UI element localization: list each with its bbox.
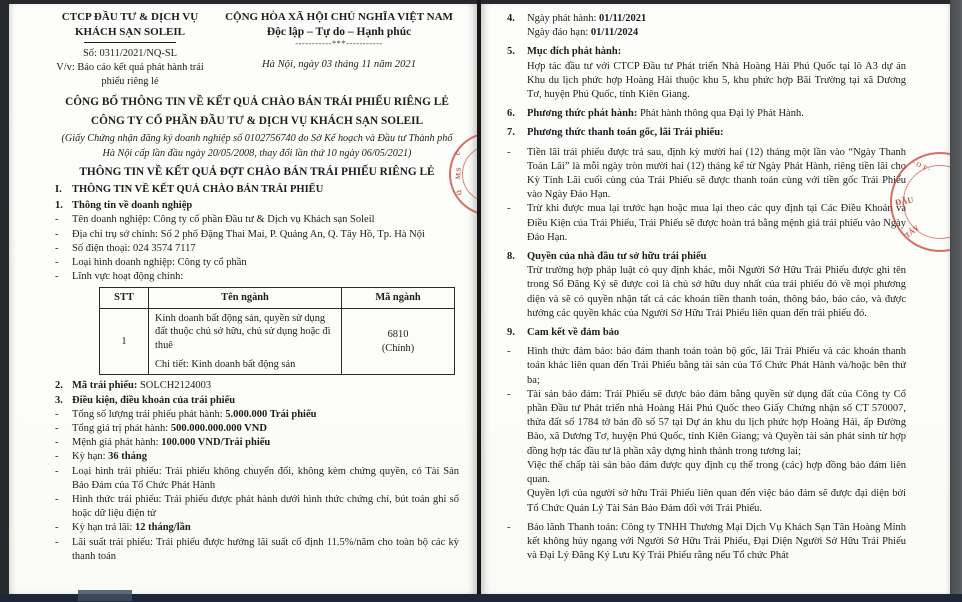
doc-line: [55, 422, 459, 436]
text-segment: Địa chỉ trụ sở chính: Số 2 phố Đặng Thai Mai, P. Quảng An, Q. Tây Hồ, Tp. Hà Nội: [72, 228, 425, 240]
doc-line: [55, 521, 459, 535]
text-segment: Kỳ hạn trả lãi:: [72, 522, 135, 534]
text-segment: Quyền của nhà đầu tư sở hữu trái phiếu: [527, 251, 707, 263]
line-text: [72, 394, 459, 408]
line-text: [527, 250, 906, 264]
seal-text-fragment: M.S: [455, 167, 463, 180]
industry-detail-text: Chi tiết: Kinh doanh bất động sản: [155, 359, 296, 371]
doc-line: [55, 228, 459, 242]
industry-code: 6810: [387, 329, 409, 341]
list-marker: -: [55, 437, 59, 449]
table-header-cell: STT: [100, 288, 149, 308]
list-marker: 9.: [507, 327, 515, 339]
line-text: [72, 183, 459, 197]
line-text: [527, 12, 906, 26]
text-segment: Hợp tác đầu tư với CTCP Đầu tư Phát triển Nhà Hoàng Hải Phú Quốc tại lô A3 dự án Khu du lịch phức hợp Hoàng Hải thuộc khu 5, khu phức hợp Bãi Trường tại xã Dương Tơ, huyện Phú Quốc, tỉnh Kiên Giang.: [527, 60, 906, 101]
line-text: [72, 408, 459, 422]
text-segment: Quyền lợi của người sở hữu Trái Phiếu liên quan đến việc bảo đảm sẽ được đại diện bởi Tổ Chức Quản Lý Tài Sản Bảo Đảm đối với Trái Phiếu.: [527, 488, 906, 514]
doc-line: [55, 183, 459, 197]
text-segment: 12 tháng/lần: [134, 522, 191, 534]
text-segment: Tài sản bảo đảm: Trái Phiếu sẽ được bảo đảm bằng quyền sử dụng đất của Công ty Cổ phần Đầu tư Phát triển nhà Hoàng Hải Phú Quốc theo Giấy Chứng nhận số CT 570007, thửa đất số 1784 tờ bản đồ số 57 tại Dự án khu du lịch phức hợp Hoàng Hải, ấp Đường Bào, xã Dương Tơ, huyện Phú Quốc, tỉnh Kiên Giang; và Quyền tài sản phát sinh từ hợp đồng hợp tác đầu tư là phần xây dựng hình thành trong tương lai;: [527, 388, 906, 457]
list-marker: 8.: [507, 251, 515, 263]
doc-line: [55, 394, 459, 408]
divider-rule: [84, 42, 176, 43]
doc-line: [507, 487, 906, 515]
list-marker: 3.: [55, 394, 63, 406]
text-segment: Điều kiện, điều khoản của trái phiếu: [72, 394, 236, 406]
seal-text-fragment: · O T ·: [911, 159, 931, 174]
doc-line: [55, 436, 459, 450]
text-segment: Cam kết về đảm bảo: [527, 327, 620, 339]
page-right-body: [507, 12, 906, 563]
document-number: Số: 0311/2021/NQ-SL: [82, 48, 177, 59]
text-segment: Mã trái phiếu:: [72, 380, 138, 392]
line-text: [72, 270, 459, 284]
doc-line: [55, 256, 459, 270]
doc-line: [507, 107, 906, 121]
doc-line: [507, 45, 906, 59]
document-subject: V/v: Báo cáo kết quả phát hành trái phiếu riêng lẻ: [56, 62, 204, 87]
line-text: [527, 326, 906, 340]
text-segment: Số điện thoại: 024 3574 7117: [72, 242, 196, 254]
letterhead-national-block: [205, 10, 459, 88]
line-text: [527, 202, 906, 245]
list-marker: -: [55, 271, 59, 283]
doc-line: [507, 459, 906, 487]
line-text: [72, 379, 459, 393]
page-gutter-divider: [477, 0, 481, 602]
text-segment: Lãi suất trái phiếu: Trái phiếu được hưởng lãi suất cố định 11.5%/năm cho toàn bộ các kỳ thanh toán: [72, 536, 459, 562]
doc-line: [55, 536, 459, 564]
page-right: [481, 4, 950, 594]
list-marker: -: [55, 465, 59, 477]
list-marker: -: [507, 388, 511, 400]
page-left: [9, 4, 477, 594]
seal-text-fragment: ĐẦU: [894, 194, 915, 208]
list-marker: [507, 26, 527, 40]
list-marker: 1.: [55, 200, 63, 212]
text-segment: Thông tin về doanh nghiệp: [72, 200, 193, 212]
table-header-cell: Mã ngành: [342, 288, 455, 308]
text-segment: Trừ trường hợp pháp luật có quy định khác, mỗi Người Sở Hữu Trái Phiếu được ghi tên trong Sổ Đăng Ký sẽ được coi là chủ sở hữu duy nhất của trái phiếu đó về mọi phương diện và sẽ có quyền nhận tất cả các khoản tiền thanh toán, thông báo, báo cáo, và được hưởng các quyền khác của Người Sở Hữu Trái Phiếu liên quan đến trái phiếu đó.: [527, 265, 906, 319]
line-text: [72, 436, 459, 450]
list-marker: -: [507, 203, 511, 215]
line-text: [72, 521, 459, 535]
doc-title-line: THÔNG TIN VỀ KẾT QUẢ ĐỢT CHÀO BÁN TRÁI PHIẾU RIÊNG LẺ: [79, 165, 435, 178]
text-segment: Phát hành thông qua Đại lý Phát Hành.: [637, 108, 804, 120]
doc-line: [55, 493, 459, 521]
seal-text-fragment: U: [454, 149, 463, 158]
text-segment: Hình thức trái phiếu: Trái phiếu được phát hành dưới hình thức chứng chỉ, bút toán ghi sổ hoặc dữ liệu điện tử: [72, 494, 459, 520]
industry-code-note: (Chính): [381, 342, 415, 354]
list-marker: -: [55, 494, 59, 506]
doc-title-line: CÔNG TY CỔ PHẦN ĐẦU TƯ & DỊCH VỤ KHÁCH SẠN SOLEIL: [90, 115, 424, 127]
letterhead-issuer-block: [55, 10, 205, 88]
list-marker: 5.: [507, 46, 515, 58]
doc-line: [507, 250, 906, 264]
doc-line: [507, 521, 906, 564]
industry-table: [99, 287, 455, 375]
list-marker: -: [55, 451, 59, 463]
industry-main-text: Kinh doanh bất động sản, quyền sử dụng đất thuộc chủ sở hữu, chủ sử dụng hoặc đi thuê: [155, 312, 331, 351]
scan-border-right: [950, 0, 962, 602]
line-text: [527, 459, 906, 487]
list-marker: -: [507, 521, 511, 533]
seal-text-fragment: Q: [455, 188, 464, 197]
line-text: [527, 107, 906, 121]
list-marker: -: [55, 536, 59, 548]
line-text: [527, 26, 906, 40]
doc-line: [507, 60, 906, 103]
text-segment: Việc thế chấp tài sản bảo đảm được quy định cụ thể trong (các) hợp đồng bảo đảm liên quan.: [527, 459, 906, 486]
text-segment: Kỳ hạn:: [72, 451, 109, 463]
text-segment: 5.000.000 Trái phiếu: [225, 408, 317, 420]
text-segment: 36 tháng: [108, 451, 147, 463]
text-segment: Phương thức thanh toán gốc, lãi Trái phiếu:: [527, 127, 724, 139]
list-marker: -: [55, 257, 59, 269]
line-text: [527, 487, 906, 515]
line-text: [527, 521, 906, 564]
list-marker: 6.: [507, 108, 515, 120]
list-marker: I.: [55, 184, 62, 195]
list-marker: -: [55, 242, 59, 254]
line-text: [72, 242, 459, 256]
text-segment: Trừ khi được mua lại trước hạn hoặc mua lại theo các quy định tại Các Điều Khoản và Điều Kiện của Trái Phiếu, Trái Phiếu sẽ được hoàn trả bằng mệnh giá trái phiếu vào Ngày Đáo Hạn.: [527, 203, 906, 243]
list-marker: 4.: [507, 13, 515, 24]
text-segment: Ngày đáo hạn:: [527, 27, 591, 39]
line-text: [527, 345, 906, 388]
line-text: [72, 493, 459, 521]
text-segment: 100.000 VND/Trái phiếu: [161, 437, 271, 449]
doc-line: [507, 126, 906, 140]
doc-line: [507, 326, 906, 340]
place-and-date: Hà Nội, ngày 03 tháng 11 năm 2021: [262, 59, 416, 70]
text-segment: THÔNG TIN VỀ KẾT QUẢ CHÀO BÁN TRÁI PHIẾU: [72, 184, 324, 195]
page-left-body: [55, 94, 459, 564]
letterhead: [55, 10, 459, 88]
national-title: CỘNG HÒA XÃ HỘI CHỦ NGHĨA VIỆT NAM: [225, 11, 453, 23]
line-text: [72, 536, 459, 564]
line-text: [527, 264, 906, 321]
scan-artifact: [78, 590, 132, 601]
text-segment: Tổng số lượng trái phiếu phát hành:: [72, 408, 226, 420]
line-text: [527, 45, 906, 59]
doc-title-line: (Giấy Chứng nhận đăng ký doanh nghiệp số 0102756740 do Sở Kế hoạch và Đầu tư Thành phố Hà Nội cấp lần đầu ngày 20/05/2008, thay đổi lần thứ 10 ngày 06/05/2021): [61, 133, 453, 159]
doc-line: [55, 270, 459, 284]
list-marker: 2.: [55, 380, 63, 392]
list-marker: -: [507, 146, 511, 158]
list-marker: -: [55, 228, 59, 240]
line-text: [527, 60, 906, 103]
text-segment: 01/11/2024: [590, 27, 639, 39]
line-text: [527, 388, 906, 459]
text-segment: Loại hình trái phiếu: Trái phiếu không chuyển đổi, không kèm chứng quyền, có Tài Sản Bảo Đảm của Tổ Chức Phát Hành: [72, 465, 459, 491]
text-segment: Tiền lãi trái phiếu được trả sau, định kỳ mười hai (12) tháng một lần vào “Ngày Thanh Toán Lãi” là mỗi ngày tròn mười hai (12) tháng kể từ Ngày Phát Hành, riêng tiền lãi cho Kỳ Tính Lãi cuối cùng của Trái Phiếu sẽ được thanh toán cùng với tiền gốc Trái Phiếu vào Ngày Đáo Hạn.: [527, 146, 906, 201]
doc-line: [55, 465, 459, 493]
stars-divider: -----------***-----------: [295, 38, 383, 48]
table-cell-stt: 1: [100, 308, 149, 375]
line-text: [72, 213, 459, 227]
doc-line: [507, 26, 906, 40]
list-marker: -: [507, 346, 511, 358]
national-motto: Độc lập – Tự do – Hạnh phúc: [266, 26, 412, 38]
issuer-name: CTCP ĐẦU TƯ & DỊCH VỤ KHÁCH SẠN SOLEIL: [61, 11, 199, 38]
text-segment: Loại hình doanh nghiệp: Công ty cổ phần: [72, 257, 247, 269]
doc-line: [55, 379, 459, 393]
scan-border-bottom: [0, 594, 962, 602]
line-text: [72, 450, 459, 464]
list-marker: -: [55, 522, 59, 534]
doc-title-line: CÔNG BỐ THÔNG TIN VỀ KẾT QUẢ CHÀO BÁN TRÁI PHIẾU RIÊNG LẺ: [65, 96, 449, 108]
doc-line: [507, 345, 906, 388]
doc-line: [55, 213, 459, 227]
seal-text-fragment: TÂY: [902, 223, 921, 240]
line-text: [527, 126, 906, 140]
list-marker: -: [55, 408, 59, 420]
line-text: [527, 146, 906, 203]
doc-line: [507, 146, 906, 203]
table-cell-nganh: [149, 308, 342, 375]
text-segment: Tên doanh nghiệp: Công ty cổ phần Đầu tư & Dịch vụ Khách sạn Soleil: [72, 214, 375, 226]
line-text: [72, 465, 459, 493]
doc-line: [507, 388, 906, 459]
doc-line: [55, 450, 459, 464]
doc-line: [55, 408, 459, 422]
table-header-cell: Tên ngành: [149, 288, 342, 308]
text-segment: Ngày phát hành:: [527, 13, 600, 24]
text-segment: Hình thức đảm bảo: bảo đảm thanh toán toàn bộ gốc, lãi Trái Phiếu và các khoản thanh toán khác liên quan đến Trái Phiếu bằng tài sản của Tổ Chức Phát Hành và/hoặc bên thứ ba;: [527, 346, 906, 386]
line-text: [72, 199, 459, 213]
list-marker: -: [55, 423, 59, 435]
doc-line: [507, 12, 906, 26]
text-segment: Mệnh giá phát hành:: [72, 437, 162, 449]
doc-line: [55, 199, 459, 213]
doc-line: [55, 242, 459, 256]
text-segment: 500.000.000.000 VND: [170, 423, 267, 435]
text-segment: Tổng giá trị phát hành:: [72, 423, 171, 435]
doc-line: [507, 202, 906, 245]
text-segment: 01/11/2021: [599, 13, 647, 24]
line-text: [72, 422, 459, 436]
doc-line: [507, 264, 906, 321]
list-marker: 7.: [507, 127, 515, 139]
table-cell-ma: [342, 308, 455, 375]
list-marker: -: [55, 214, 59, 226]
text-segment: Mục đích phát hành:: [527, 46, 622, 58]
text-segment: SOLCH2124003: [137, 380, 212, 392]
text-segment: Bảo lãnh Thanh toán: Công ty TNHH Thương Mại Dịch Vụ Khách Sạn Tân Hoàng Minh kết không hủy ngang với Người Sở Hữu Trái Phiếu, Đại Diện Người Sở Hữu Trái Phiếu và Đại Lý Đăng Ký Lưu Ký Trái Phiếu rằng nếu Tổ chức Phát: [527, 521, 906, 562]
seal-inner-ring: [462, 145, 477, 203]
table-row: [100, 308, 455, 375]
line-text: [72, 256, 459, 270]
line-text: [72, 228, 459, 242]
text-segment: Lĩnh vực hoạt động chính:: [72, 271, 184, 283]
text-segment: Phương thức phát hành:: [527, 108, 638, 120]
